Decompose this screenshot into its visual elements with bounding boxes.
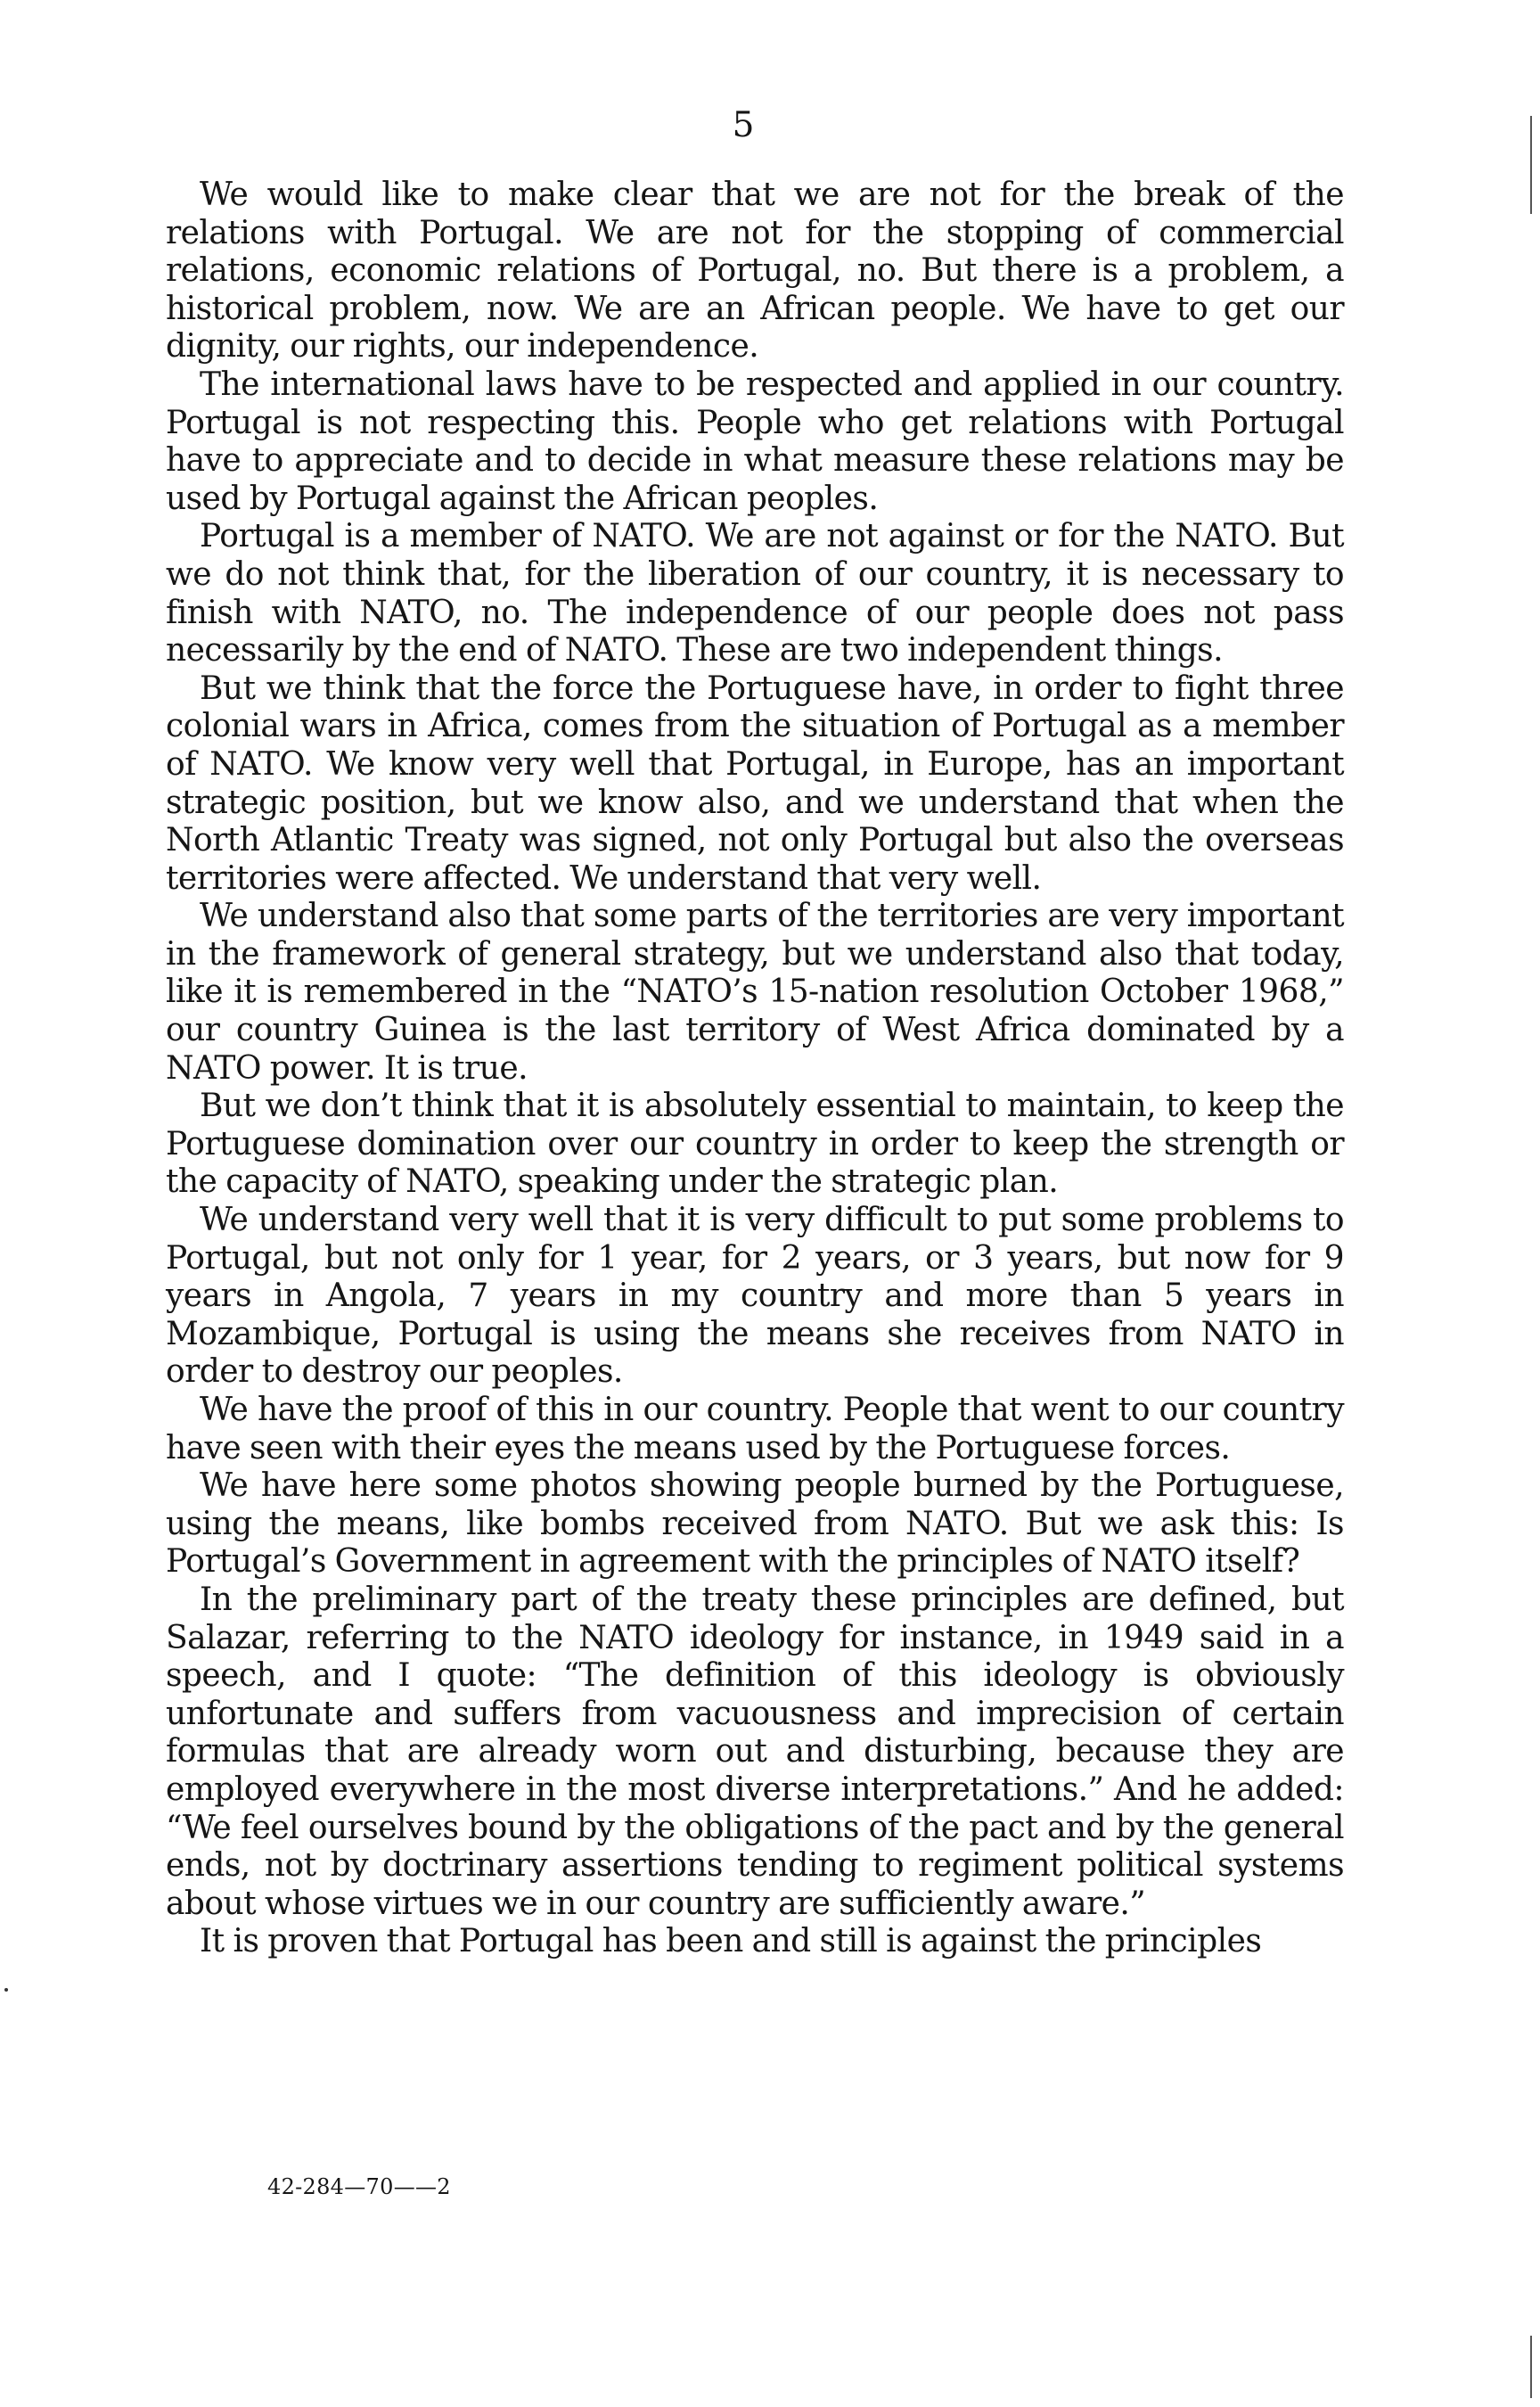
footer-code: 42-284—70——2 xyxy=(267,2174,451,2199)
paragraph-10: In the preliminary part of the treaty these principles are defined, but Salazar, referring to the NATO ideology for instance, in 1949 said in a speech, and I quote: “The definition of this ideology is obviously unfortunate and suffers from vacuousness and imprecision of certain formulas that are already worn out and disturbing, because they are employed everywhere in the most diverse interpretations.” And he added: “We feel ourselves bound by the obligations of the pact and by the general ends, not by doctrinary assertions tending to regiment political systems about whose virtues we in our country are sufficiently aware.” xyxy=(166,1581,1344,1922)
paragraph-5: We understand also that some parts of the territories are very important in the framework of general strategy, but we understand also that today, like it is remembered in the “NATO’s 15-nation resolution October 1968,” our country Guinea is the last territory of West Africa dominated by a NATO power. It is true. xyxy=(166,898,1344,1087)
paragraph-4: But we think that the force the Portuguese have, in order to fight three colonial wars in Africa, comes from the situation of Portugal as a member of NATO. We know very well that Portugal, in Europe, has an important strategic position, but we know also, and we understand that when the North Atlantic Treaty was signed, not only Portugal but also the overseas territories were affected. We understand that very well. xyxy=(166,670,1344,897)
paragraph-8: We have the proof of this in our country. People that went to our country have seen with their eyes the means used by the Portuguese forces. xyxy=(166,1392,1344,1466)
paragraph-1: We would like to make clear that we are not for the break of the relations with Portugal. We are not for the stopping of commercial relations, economic relations of Portugal, no. But there is a problem, a historical problem, now. We are an African people. We have to get our dignity, our rights, our independence. xyxy=(166,177,1344,366)
page-number: 5 xyxy=(732,105,755,145)
paragraph-3: Portugal is a member of NATO. We are not against or for the NATO. But we do not think that, for the liberation of our country, it is necessary to finish with NATO, no. The independence of our people does not pass necessarily by the end of NATO. These are two independent things. xyxy=(166,518,1344,670)
scan-speck xyxy=(4,1988,8,1992)
paragraph-11: It is proven that Portugal has been and still is against the principles xyxy=(200,1923,1262,1960)
body-text xyxy=(166,177,1344,1961)
paragraph-6: But we don’t think that it is absolutely essential to maintain, to keep the Portuguese domination over our country in order to keep the strength or the capacity of NATO, speaking under the strategic plan. xyxy=(166,1088,1344,1201)
paragraph-2: The international laws have to be respected and applied in our country. Portugal is not respecting this. People who get relations with Portugal have to appreciate and to decide in what measure these relations may be used by Portugal against the African peoples. xyxy=(166,366,1344,517)
scan-edge-mark xyxy=(1530,116,1532,214)
paragraph-7: We understand very well that it is very difficult to put some problems to Portugal, but not only for 1 year, for 2 years, or 3 years, but now for 9 years in Angola, 7 years in my country and more than 5 years in Mozambique, Portugal is using the means she receives from NATO in order to destroy our peoples. xyxy=(166,1202,1344,1391)
paragraph-9: We have here some photos showing people burned by the Portuguese, using the means, like bombs received from NATO. But we ask this: Is Portugal’s Government in agreement with the principles of NATO itself? xyxy=(166,1467,1344,1581)
scan-edge-mark xyxy=(1530,2336,1532,2398)
